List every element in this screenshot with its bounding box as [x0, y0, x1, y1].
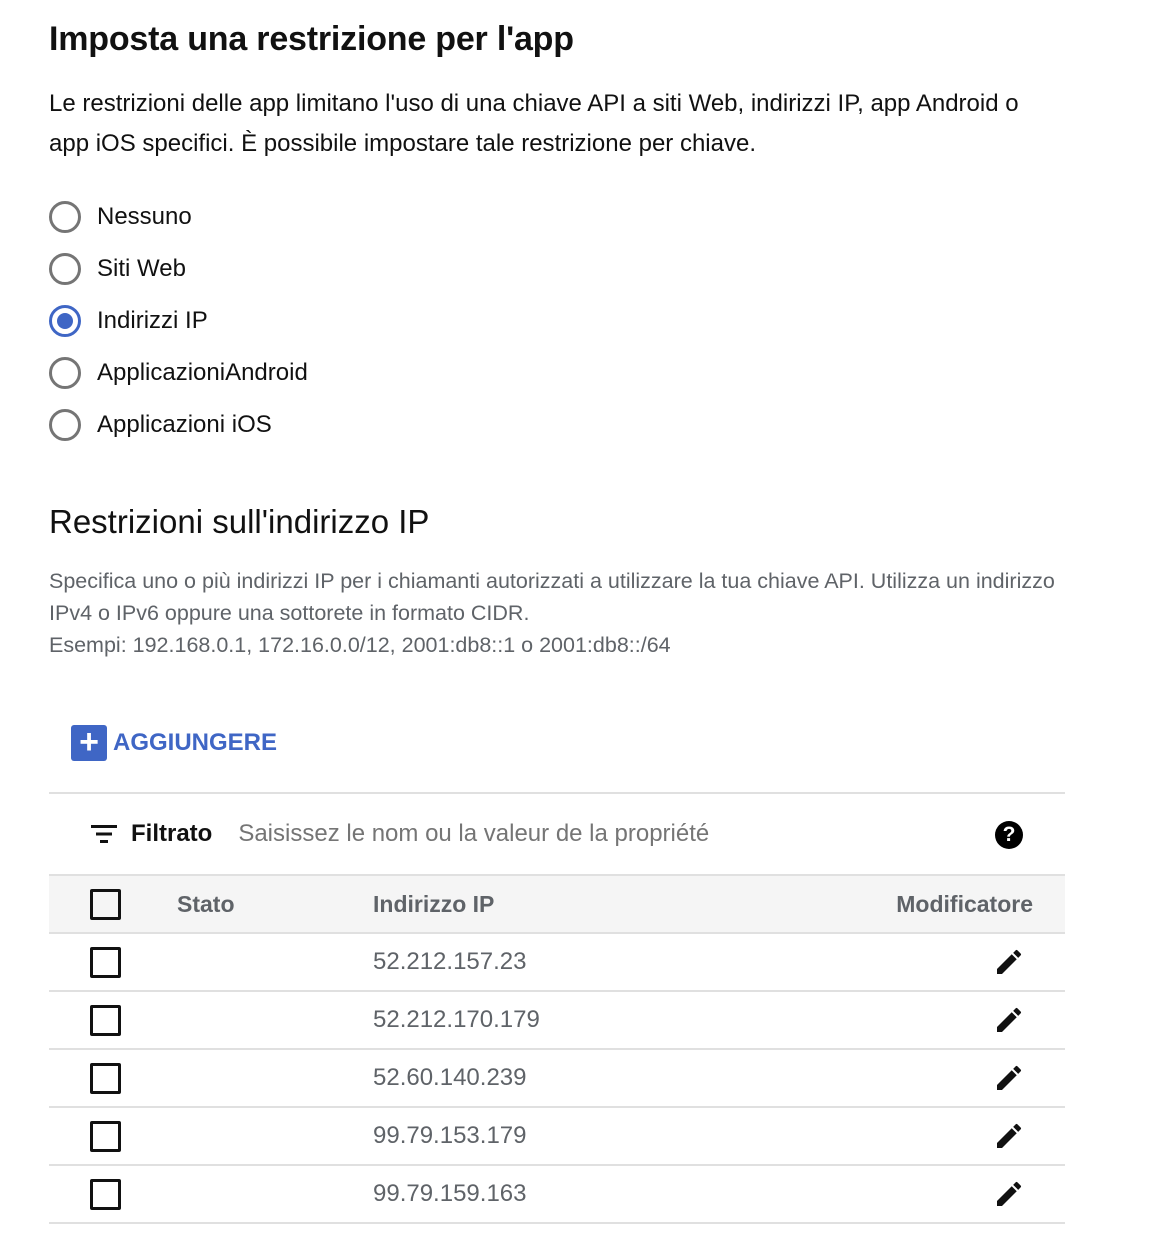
- page-title: Imposta una restrizione per l'app: [49, 20, 574, 58]
- section-title: Restrizioni sull'indirizzo IP: [49, 503, 430, 540]
- edit-pencil-icon[interactable]: [993, 1178, 1025, 1210]
- edit-pencil-icon[interactable]: [993, 1062, 1025, 1094]
- radio-label: Applicazioni iOS: [97, 411, 272, 438]
- table-row: [49, 1050, 1065, 1108]
- radio-websites[interactable]: [49, 249, 186, 289]
- filter-label: Filtrato: [131, 820, 213, 847]
- select-all-checkbox[interactable]: [90, 889, 121, 920]
- ip-table: [49, 792, 1065, 1224]
- ip-address: 52.212.157.23: [373, 948, 527, 975]
- radio-circle[interactable]: [49, 253, 81, 285]
- add-label: AGGIUNGERE: [113, 729, 278, 756]
- radio-ip-addresses[interactable]: [49, 301, 208, 341]
- radio-label: Siti Web: [97, 255, 186, 282]
- ip-address: 99.79.159.163: [373, 1180, 527, 1207]
- add-button[interactable]: [71, 725, 277, 761]
- radio-label: Nessuno: [97, 203, 192, 230]
- column-ip[interactable]: Indirizzo IP: [373, 890, 495, 917]
- radio-none[interactable]: [49, 197, 192, 237]
- radio-circle[interactable]: [49, 409, 81, 441]
- section-description: [49, 565, 1069, 661]
- column-status[interactable]: Stato: [177, 890, 235, 917]
- row-checkbox[interactable]: [90, 1179, 121, 1210]
- filter-input[interactable]: [238, 820, 918, 848]
- ip-address: 99.79.153.179: [373, 1122, 527, 1149]
- examples-text: Esempi: 192.168.0.1, 172.16.0.0/12, 2001:db8::1 o 2001:db8::/64: [49, 633, 671, 657]
- radio-circle[interactable]: [49, 357, 81, 389]
- table-header: [49, 876, 1065, 934]
- edit-pencil-icon[interactable]: [993, 1120, 1025, 1152]
- radio-label: Indirizzi IP: [97, 307, 208, 334]
- edit-pencil-icon[interactable]: [993, 1004, 1025, 1036]
- table-row: [49, 1108, 1065, 1166]
- help-icon[interactable]: ?: [995, 821, 1023, 849]
- radio-circle[interactable]: [49, 305, 81, 337]
- column-modifier[interactable]: Modificatore: [896, 890, 1033, 917]
- table-row: [49, 992, 1065, 1050]
- description-text: Specifica uno o più indirizzi IP per i chiamanti autorizzati a utilizzare la tua chiave API. Utilizza un indirizzo IPv4 o IPv6 oppure una sottorete in formato CIDR.: [49, 569, 1055, 625]
- ip-address: 52.212.170.179: [373, 1006, 540, 1033]
- table-row: [49, 934, 1065, 992]
- row-checkbox[interactable]: [90, 1063, 121, 1094]
- row-checkbox[interactable]: [90, 1005, 121, 1036]
- plus-icon: +: [71, 725, 107, 761]
- table-row: [49, 1166, 1065, 1224]
- filter-icon: [91, 824, 117, 844]
- row-checkbox[interactable]: [90, 947, 121, 978]
- radio-label: ApplicazioniAndroid: [97, 359, 308, 386]
- intro-text: Le restrizioni delle app limitano l'uso di una chiave API a siti Web, indirizzi IP, app Android o app iOS specifici. È possibile impostare tale restrizione per chiave.: [49, 90, 1019, 157]
- filter-bar: [49, 794, 1065, 876]
- radio-circle[interactable]: [49, 201, 81, 233]
- edit-pencil-icon[interactable]: [993, 946, 1025, 978]
- radio-ios[interactable]: [49, 405, 272, 445]
- radio-android[interactable]: [49, 353, 308, 393]
- ip-address: 52.60.140.239: [373, 1064, 527, 1091]
- row-checkbox[interactable]: [90, 1121, 121, 1152]
